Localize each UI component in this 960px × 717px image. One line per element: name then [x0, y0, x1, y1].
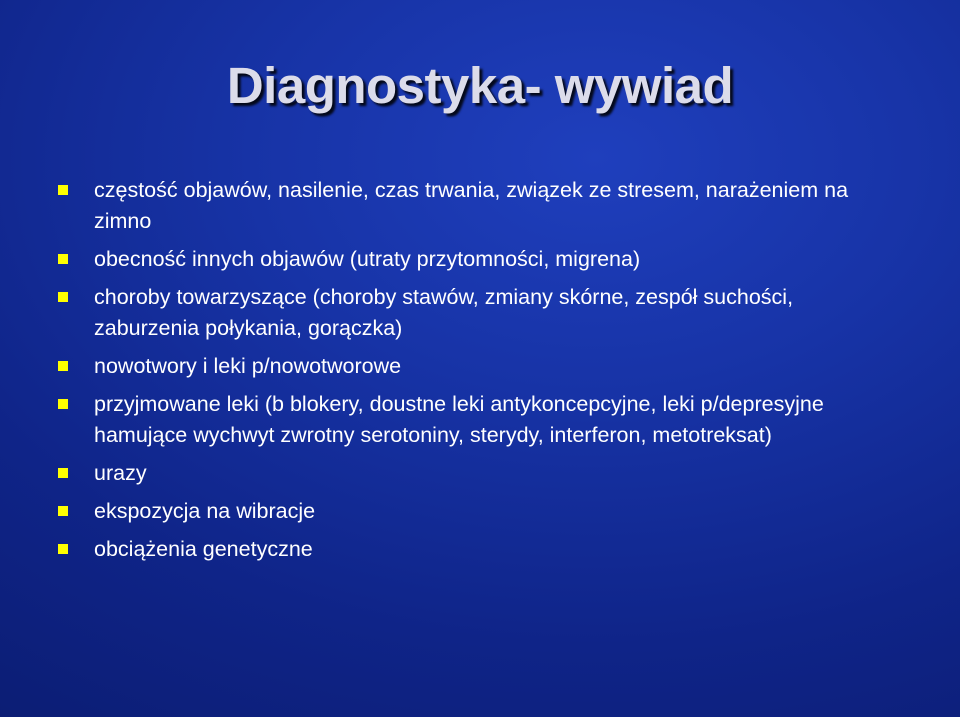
list-item	[58, 282, 858, 344]
square-bullet-icon	[58, 254, 68, 264]
slide-title: Diagnostyka- wywiad	[226, 57, 734, 114]
list-item-text: ekspozycja na wibracje	[94, 499, 316, 523]
list-item	[58, 496, 858, 527]
list-item	[58, 244, 858, 275]
square-bullet-icon	[58, 544, 68, 554]
list-item-text: obciążenia genetyczne	[94, 537, 313, 561]
list-item	[58, 389, 858, 451]
list-item	[58, 351, 858, 382]
list-item	[58, 458, 858, 489]
square-bullet-icon	[58, 185, 68, 195]
list-item-text: przyjmowane leki (b blokery, doustne leki antykoncepcyjne, leki p/depresyjne hamujące wychwyt zwrotny serotoniny, sterydy, interferon, metotreksat)	[94, 392, 824, 447]
square-bullet-icon	[58, 468, 68, 478]
square-bullet-icon	[58, 506, 68, 516]
list-item	[58, 175, 858, 237]
square-bullet-icon	[58, 361, 68, 371]
list-item-text: nowotwory i leki p/nowotworowe	[94, 354, 402, 378]
list-item	[58, 534, 858, 565]
square-bullet-icon	[58, 292, 68, 302]
list-item-text: częstość objawów, nasilenie, czas trwania, związek ze stresem, narażeniem na zimno	[94, 178, 849, 233]
list-item-text: obecność innych objawów (utraty przytomności, migrena)	[94, 247, 641, 271]
list-item-text: urazy	[94, 461, 147, 485]
list-item-text: choroby towarzyszące (choroby stawów, zmiany skórne, zespół suchości, zaburzenia połykania, gorączka)	[94, 285, 794, 340]
bullet-list	[58, 175, 858, 572]
square-bullet-icon	[58, 399, 68, 409]
